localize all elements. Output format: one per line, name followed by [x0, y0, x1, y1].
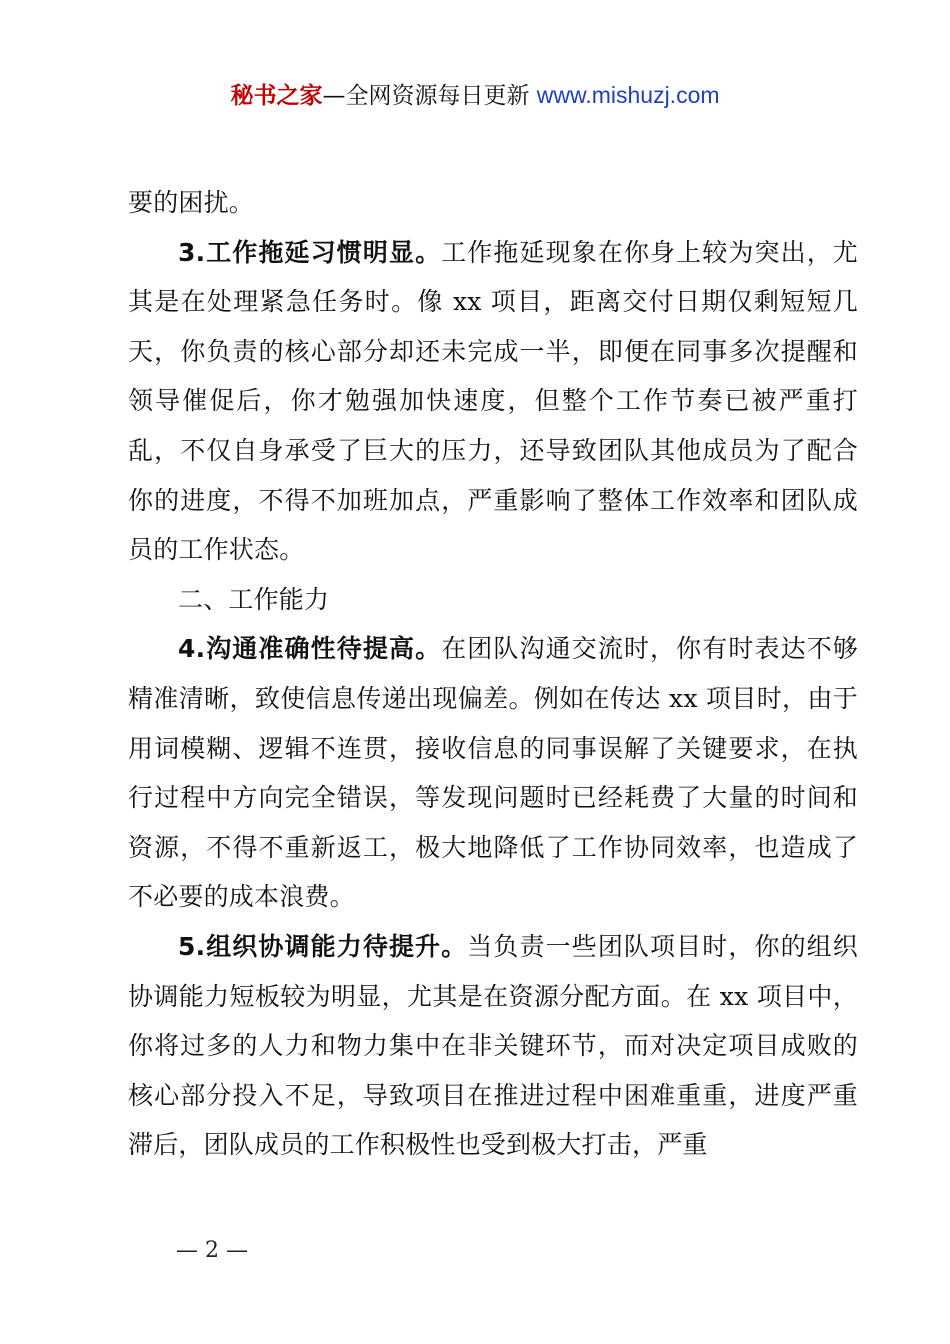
paragraph-item-5: [128, 922, 858, 1170]
site-slogan: —全网资源每日更新: [322, 83, 537, 109]
paragraph-text: 工作拖延现象在你身上较为突出，尤其是在处理紧急任务时。像 xx 项目，距离交付日期仅剩短短几天，你负责的核心部分却还未完成一半，即便在同事多次提醒和领导催促后，你才勉强加快速度，但整个工作节奏已被严重打乱，不仅自身承受了巨大的压力，还导致团队其他成员为了配合你的进度，不得不加班加点，严重影响了整体工作效率和团队成员的工作状态。: [128, 237, 859, 565]
site-brand: 秘书之家: [230, 83, 323, 109]
paragraph-heading: 3.工作拖延习惯明显。: [178, 237, 442, 267]
site-url-link[interactable]: www.mishuzj.com: [536, 82, 720, 108]
paragraph-text: 要的困扰。: [128, 188, 255, 217]
paragraph-text: 当负责一些团队项目时，你的组织协调能力短板较为明显，尤其是在资源分配方面。在 xx 项目中，你将过多的人力和物力集中在非关键环节，而对决定项目成败的核心部分投入不足，导致项目在推进过程中困难重重，进度严重滞后，团队成员的工作积极性也受到极大打击，严重: [128, 931, 858, 1160]
paragraph-text: 在团队沟通交流时，你有时表达不够精准清晰，致使信息传递出现偏差。例如在传达 xx 项目时，由于用词模糊、逻辑不连贯，接收信息的同事误解了关键要求，在执行过程中方向完全错误，等发现问题时已经耗费了大量的时间和资源，不得不重新返工，极大地降低了工作协同效率，也造成了不必要的成本浪费。: [128, 634, 859, 912]
paragraph-heading: 4.沟通准确性待提高。: [178, 634, 442, 664]
site-header: [0, 80, 950, 111]
paragraph-continuation: [128, 178, 858, 228]
paragraph-heading: 5.组织协调能力待提升。: [178, 931, 468, 961]
paragraph-item-3: [128, 228, 858, 575]
document-body: [128, 178, 858, 1170]
page-number: — 2 —: [176, 1238, 248, 1263]
paragraph-item-4: [128, 624, 858, 922]
section-heading-work-ability: [128, 575, 858, 625]
section-heading-text: 二、工作能力: [178, 584, 330, 614]
